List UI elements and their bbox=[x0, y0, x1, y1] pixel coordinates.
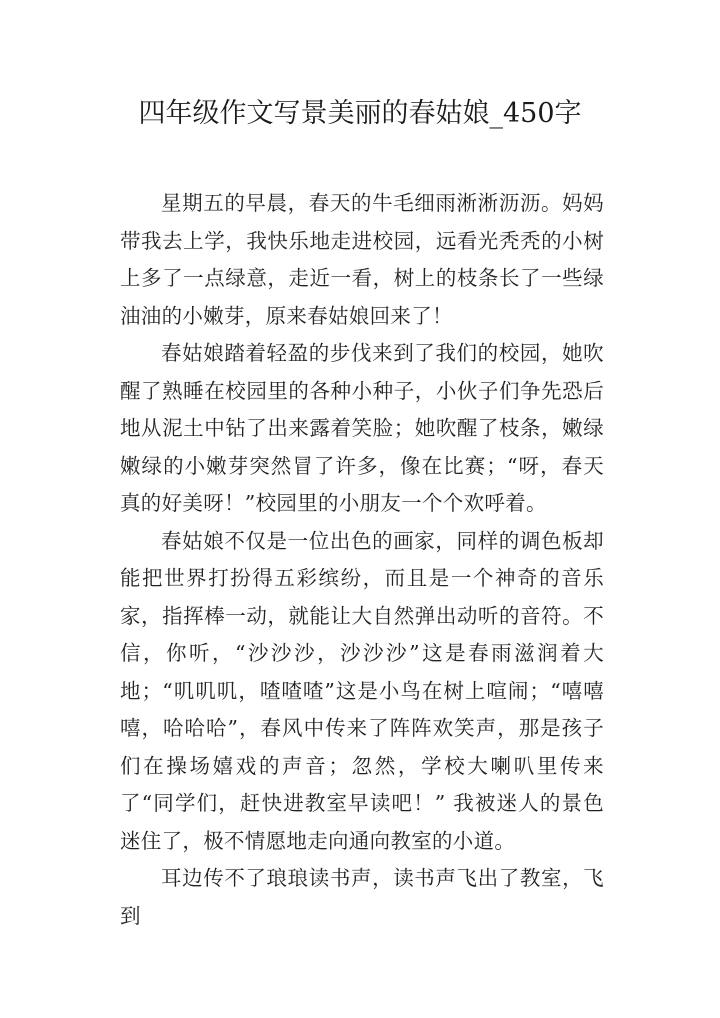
paragraph-1: 星期五的早晨，春天的牛毛细雨淅淅沥沥。妈妈带我去上学，我快乐地走进校园，远看光秃秃的小树上多了一点绿意，走近一看，树上的枝条长了一些绿油油的小嫩芽，原来春姑娘回来了！ bbox=[120, 191, 604, 328]
paragraph-4: 耳边传不了琅琅读书声，读书声飞出了教室，飞到 bbox=[120, 866, 604, 928]
paragraph-2: 春姑娘踏着轻盈的步伐来到了我们的校园，她吹醒了熟睡在校园里的各种小种子，小伙子们争先恐后地从泥土中钻了出来露着笑脸；她吹醒了枝条，嫩绿嫩绿的小嫩芽突然冒了许多，像在比赛；“呀，春天真的好美呀！”校园里的小朋友一个个欢呼着。 bbox=[120, 341, 604, 515]
paragraph-3: 春姑娘不仅是一位出色的画家，同样的调色板却能把世界打扮得五彩缤纷，而且是一个神奇的音乐家，指挥棒一动，就能让大自然弹出动听的音符。不信，你听，“沙沙沙，沙沙沙”这是春雨滋润着大地；“叽叽叽，喳喳喳”这是小鸟在树上喧闹；“嘻嘻嘻，哈哈哈”，春风中传来了阵阵欢笑声，那是孩子们在操场嬉戏的声音；忽然，学校大喇叭里传来了“同学们，赶快进教室早读吧！” 我被迷人的景色迷住了，极不情愿地走向通向教室的小道。 bbox=[120, 528, 604, 853]
document-body bbox=[120, 185, 604, 935]
document-title: 四年级作文写景美丽的春姑娘_450字 bbox=[138, 98, 582, 129]
